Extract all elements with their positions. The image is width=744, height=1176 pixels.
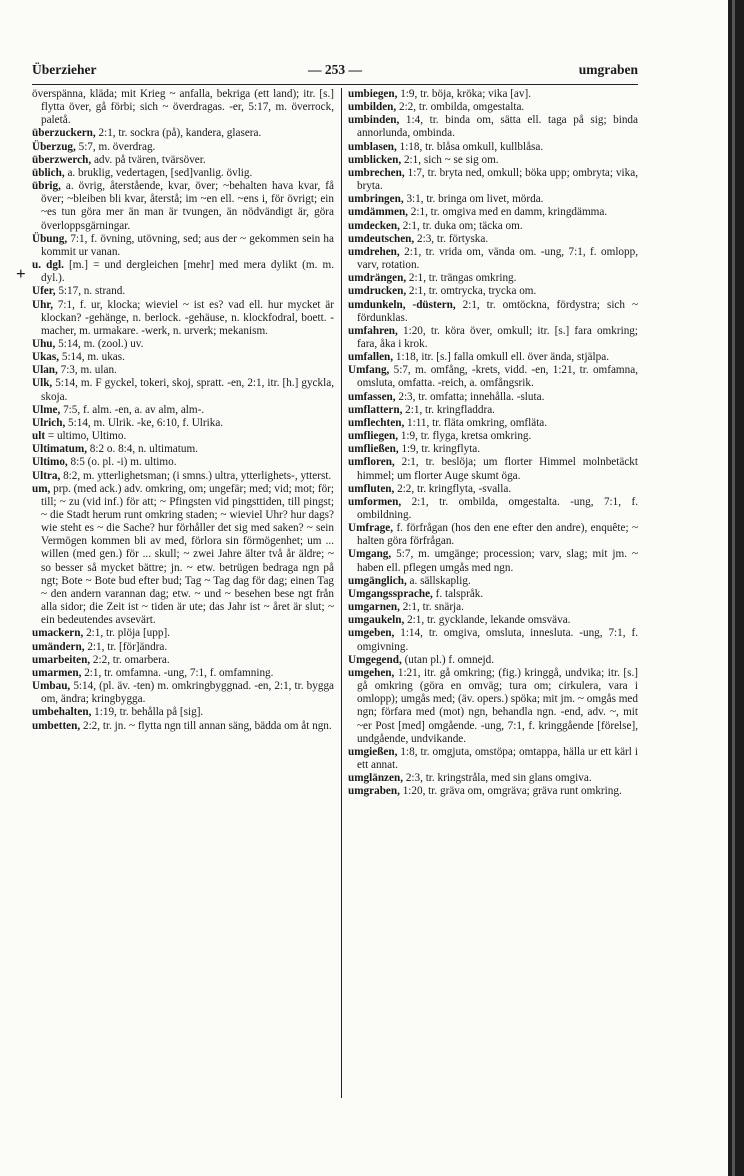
definition: 2:1, tr. plöja [upp]. <box>83 627 170 640</box>
dictionary-entry <box>32 720 334 733</box>
headword: umdämmen, <box>348 206 408 219</box>
dictionary-entry <box>348 522 638 548</box>
definition: 2:1, tr. kringfladdra. <box>402 403 495 416</box>
headword: umgaukeln, <box>348 614 405 627</box>
dictionary-entry <box>348 417 638 430</box>
headword: Übung, <box>32 232 68 245</box>
headword: umdunkeln, -düstern, <box>348 298 456 311</box>
dictionary-entry <box>32 127 334 140</box>
headword: umgießen, <box>348 745 398 758</box>
headword: umflattern, <box>348 403 403 416</box>
dictionary-entry <box>32 351 334 364</box>
definition: 5:17, n. strand. <box>55 285 126 298</box>
dictionary-entry <box>348 299 638 325</box>
dictionary-entry <box>348 285 638 298</box>
headword: umformen, <box>348 495 402 508</box>
headword: umflechten, <box>348 416 405 429</box>
definition: 1:11, tr. fläta omkring, omfläta. <box>404 416 548 429</box>
header-rule <box>32 84 638 85</box>
headword: umfassen, <box>348 390 396 403</box>
dictionary-entry <box>32 456 334 469</box>
headword: umarmen, <box>32 666 82 679</box>
headword: Ukas, <box>32 351 60 364</box>
definition: prp. (med ack.) adv. omkring, om; ungefär; med; vid; mot; för; till; ~ zu (vid inf.) för att; ~ Pfingsten vid pingsttiden, till pingst; ~ die Stadt herum runt omkring staden; ~ wieviel Uhr? hur dags? wie steht es ~ die Sache? hur förhåller det sig med saken? ~ sein Vermögen kommen bli av med, förlora sin förmögenhet; um ... willen (med gen.) för ... skull; ~ zwei Jahre älter två år äldre; ~ so besser så mycket bättre; jn. ~ etw. betrügen bedraga ngn på ngt; Bote ~ Bote bud efter bud; Tag ~ Tag dag för dag; einen Tag ~ den andern varannan dag; etw. ~ und ~ besehen bese ngt från alla sidor; die Zeit ist ~ tiden är ute; das Jahr ist ~ året är slut; ~ ein bedeutendes avsevärt. <box>41 482 334 627</box>
dictionary-entry <box>32 167 334 180</box>
dictionary-entry <box>348 614 638 627</box>
definition: 1:7, tr. bryta ned, omkull; böka upp; ombryta; vika, bryta. <box>357 166 638 193</box>
headword: umfloren, <box>348 456 395 469</box>
dictionary-entry <box>348 588 638 601</box>
dictionary-entry <box>348 496 638 522</box>
definition: 1:19, tr. behålla på [sig]. <box>91 706 204 719</box>
definition: 5:7, m. omfång, -krets, vidd. -en, 1:21, tr. omfamna, omsluta, omfatta. -reich, a. omfångsrik. <box>357 364 638 390</box>
headword: umdrucken, <box>348 285 407 298</box>
headword: Ultimatum, <box>32 443 87 456</box>
dictionary-entry <box>348 206 638 219</box>
definition: 2:1, sich ~ se sig om. <box>401 153 499 166</box>
right-column <box>348 88 638 1098</box>
headword: umfliegen, <box>348 430 399 443</box>
definition: 1:9, tr. böja, kröka; vika [av]. <box>397 88 532 100</box>
dictionary-entry <box>32 483 334 628</box>
definition: 1:4, tr. binda om, sätta ell. taga på sig; binda annorlunda, ombinda. <box>357 114 638 140</box>
left-column <box>32 88 334 1098</box>
definition: = ultimo, Ultimo. <box>45 430 127 443</box>
headword: ult <box>32 430 46 443</box>
headword: umgeben, <box>348 627 395 640</box>
definition: 2:1, tr. omtrycka, trycka om. <box>406 285 537 298</box>
definition: 2:2, tr. jn. ~ flytta ngn till annan säng, bädda om åt ngn. <box>80 719 332 732</box>
definition: 7:3, m. ulan. <box>57 364 117 377</box>
dictionary-entry <box>32 627 334 640</box>
dictionary-entry <box>32 141 334 154</box>
headword: umgraben, <box>348 785 400 798</box>
headword: Ultra, <box>32 469 61 482</box>
definition: 1:20, tr. köra över, omkull; itr. [s.] fara omkring; fara, åka i krok. <box>357 324 638 350</box>
definition: 5:14, m. Ulrik. -ke, 6:10, f. Ulrika. <box>65 416 224 429</box>
dictionary-entry <box>348 627 638 653</box>
headword: u. dgl. <box>32 259 64 272</box>
headword: umfluten, <box>348 482 395 495</box>
definition: 7:1, f. ur, klocka; wieviel ~ ist es? vad ell. hur mycket är klockan? -gehänge, n. berlock. -gehäuse, n. klockfodral, boett. -macher, m. urmakare. -werk, n. urverk; mekanism. <box>41 298 334 337</box>
dictionary-entry <box>348 167 638 193</box>
headword: umgarnen, <box>348 601 400 614</box>
headword: umändern, <box>32 640 85 653</box>
definition: 2:2, tr. kringflyta, -svalla. <box>394 482 512 495</box>
dictionary-entry <box>348 391 638 404</box>
definition: 2:2, tr. omarbera. <box>90 653 170 666</box>
dictionary-entry <box>348 246 638 272</box>
headword: Uhu, <box>32 337 56 350</box>
dictionary-entry <box>348 364 638 390</box>
headword: Überzug, <box>32 140 76 153</box>
definition: 1:21, itr. gå omkring; (fig.) kringgå, undvika; itr. [s.] gå omkring (göra en omväg; tura om; cirkulera, vara i omlopp); umgås med; (äv. opers.) spöka; mit jm. ~ omgås med ngn; förfara med (mot) ngn, behandla ngn. -end, adv. ~, mit ~er Post [med] omgående. -ung, 7:1, f. kringgående [förelse], undgående, undvikande. <box>357 666 638 745</box>
headword: überzuckern, <box>32 127 96 140</box>
dictionary-entry <box>32 259 334 285</box>
dictionary-entry <box>348 325 638 351</box>
dictionary-entry <box>32 88 334 127</box>
headword: umbiegen, <box>348 88 398 100</box>
headword: überzwerch, <box>32 153 92 166</box>
definition: 7:5, f. alm. -en, a. av alm, alm-. <box>60 403 205 416</box>
dictionary-entry <box>32 299 334 338</box>
definition: f. talspråk. <box>432 587 484 600</box>
definition: 2:1, tr. vrida om, vända om. -ung, 7:1, f. omlopp, varv, rotation. <box>357 245 638 272</box>
definition: 1:9, tr. flyga, kretsa omkring. <box>398 430 532 443</box>
headword: Uhr, <box>32 298 54 311</box>
dictionary-entry <box>32 417 334 430</box>
headword: umackern, <box>32 627 84 640</box>
definition: 3:1, tr. bringa om livet, mörda. <box>403 193 544 206</box>
definition: 5:14, m. (zool.) uv. <box>55 337 144 350</box>
headword: umdrängen, <box>348 272 407 285</box>
headword: umdecken, <box>348 219 400 232</box>
dictionary-entry <box>348 220 638 233</box>
book-edge <box>728 0 744 1176</box>
headword: Umgangssprache, <box>348 587 433 600</box>
dictionary-entry <box>348 483 638 496</box>
dictionary-entry <box>348 785 638 798</box>
definition: 2:1, tr. trängas omkring. <box>406 272 517 285</box>
headword: Ulan, <box>32 364 58 377</box>
dictionary-entry <box>348 772 638 785</box>
headword: Ulrich, <box>32 416 66 429</box>
dictionary-entry <box>348 746 638 772</box>
headword: umgehen, <box>348 666 395 679</box>
headword: umfallen, <box>348 351 394 364</box>
dictionary-entry <box>348 601 638 614</box>
dictionary-entry <box>348 154 638 167</box>
dictionary-entry <box>32 470 334 483</box>
definition: 5:14, m. F gyckel, tokeri, skoj, spratt. -en, 2:1, itr. [h.] gyckla, skoja. <box>41 377 334 403</box>
definition: adv. på tvären, tvärsöver. <box>91 153 206 166</box>
definition: f. förfrågan (hos den ene efter den andre), enquête; ~ halten göra förfrågan. <box>357 522 638 548</box>
dictionary-entry <box>348 114 638 140</box>
definition: 5:7, m. umgänge; procession; varv, slag; mit jm. ~ haben ell. pflegen umgås med ngn. <box>357 548 638 574</box>
definition: 7:1, f. övning, utövning, sed; aus der ~ gekommen sein ha kommit ur vanan. <box>41 232 334 258</box>
header-first-word: Überzieher <box>32 62 97 77</box>
definition: 2:2, tr. ombilda, omgestalta. <box>396 101 525 114</box>
headword: Ultimo, <box>32 456 68 469</box>
definition: 2:3, tr. kringstråla, med sin glans omgiva. <box>403 772 592 785</box>
definition: a. bruklig, vedertagen, [sed]vanlig. övlig. <box>64 166 253 179</box>
headword: umarbeiten, <box>32 653 91 666</box>
dictionary-entry <box>348 272 638 285</box>
dictionary-entry <box>348 667 638 746</box>
headword: umfließen, <box>348 443 399 456</box>
dictionary-entry <box>348 430 638 443</box>
dictionary-entry <box>32 364 334 377</box>
dictionary-entry <box>348 575 638 588</box>
dictionary-entry <box>32 338 334 351</box>
headword: umdrehen, <box>348 245 400 258</box>
headword: umgänglich, <box>348 574 407 587</box>
headword: umfahren, <box>348 324 398 337</box>
dictionary-entry <box>348 654 638 667</box>
dictionary-entry <box>32 233 334 259</box>
headword: Umbau, <box>32 680 71 693</box>
dictionary-entry <box>32 667 334 680</box>
dictionary-entry <box>348 101 638 114</box>
definition: 1:9, tr. kringflyta. <box>398 443 481 456</box>
definition: 2:1, tr. ombilda, omgestalta. -ung, 7:1, f. ombildning. <box>357 495 638 521</box>
dictionary-entry <box>348 88 638 101</box>
definition: 5:7, m. överdrag. <box>75 140 156 153</box>
headword: üblich, <box>32 166 65 179</box>
definition: 2:1, tr. snärja. <box>399 601 464 614</box>
dictionary-entry <box>32 285 334 298</box>
headword: umglänzen, <box>348 772 404 785</box>
dictionary-entry <box>32 430 334 443</box>
headword: Umgang, <box>348 548 392 561</box>
dictionary-entry <box>348 456 638 482</box>
headword: umblicken, <box>348 153 402 166</box>
definition: överspänna, kläda; mit Krieg ~ anfalla, bekriga (ett land); itr. [s.] flytta över, gå förbi; sich ~ överdragas. -er, 5:17, m. överrock, paletå. <box>32 88 334 127</box>
definition: 2:3, tr. förtyska. <box>414 232 489 245</box>
definition: 8:5 (o. pl. -i) m. ultimo. <box>67 456 177 469</box>
header-last-word: umgraben <box>578 62 638 77</box>
margin-mark: + <box>16 264 26 283</box>
headword: umbehalten, <box>32 706 92 719</box>
headword: Ufer, <box>32 285 56 298</box>
definition: 1:18, itr. [s.] falla omkull ell. över ända, stjälpa. <box>393 351 609 364</box>
definition: 2:3, tr. omfatta; innehålla. -sluta. <box>395 390 545 403</box>
definition: a. sällskaplig. <box>406 574 471 587</box>
headword: umbrechen, <box>348 166 405 179</box>
dictionary-entry <box>32 443 334 456</box>
headword: umbetten, <box>32 719 81 732</box>
headword: umbinden, <box>348 114 400 127</box>
dictionary-entry <box>348 193 638 206</box>
headword: Umgegend, <box>348 653 402 666</box>
headword: Umfang, <box>348 364 390 377</box>
definition: 2:1, tr. omfamna. -ung, 7:1, f. omfamning. <box>81 666 274 679</box>
definition: 1:20, tr. gräva om, omgräva; gräva runt omkring. <box>399 785 622 798</box>
column-divider <box>341 88 342 1098</box>
dictionary-entry <box>32 377 334 403</box>
definition: 5:14, (pl. äv. -ten) m. omkringbyggnad. -en, 2:1, tr. bygga om, ändra; kringbygga. <box>41 680 334 706</box>
definition: 8:2 o. 8:4, n. ultimatum. <box>87 443 198 456</box>
definition: 2:1, tr. sockra (på), kandera, glasera. <box>95 127 262 140</box>
definition: 1:18, tr. blåsa omkull, kullblåsa. <box>396 140 544 153</box>
definition: a. övrig, återstående, kvar, över; ~behalten hava kvar, få över; ~bleiben bli kvar, återstå; im ~en ell. ~ens i, för övrigt; ein ~es tun göra mer än man är tvungen, än nödvändigt är, göra överloppsgärningar. <box>41 180 334 232</box>
dictionary-entry <box>32 641 334 654</box>
definition: 2:1, tr. omtöckna, fördystra; sich ~ fördunklas. <box>357 298 638 324</box>
page-number: — 253 — <box>308 62 362 77</box>
headword: umdeutschen, <box>348 232 415 245</box>
headword: übrig, <box>32 180 61 193</box>
dictionary-entry <box>348 548 638 574</box>
headword: Ulk, <box>32 377 53 390</box>
dictionary-entry <box>32 654 334 667</box>
dictionary-entry <box>348 141 638 154</box>
headword: um, <box>32 482 51 495</box>
headword: Umfrage, <box>348 522 394 535</box>
definition: 2:1, tr. duka om; täcka om. <box>399 219 523 232</box>
headword: umblasen, <box>348 140 397 153</box>
dictionary-entry <box>348 351 638 364</box>
dictionary-entry <box>348 404 638 417</box>
dictionary-entry <box>348 443 638 456</box>
definition: (utan pl.) f. omnejd. <box>401 653 495 666</box>
definition: [m.] = und dergleichen [mehr] med mera dylikt (m. m. dyl.). <box>41 259 334 285</box>
dictionary-entry <box>348 233 638 246</box>
definition: 2:1, tr. [för]ändra. <box>84 640 168 653</box>
definition: 2:1, tr. beslöja; um florter Himmel molnbetäckt himmel; um florter Auge skumt öga. <box>357 456 638 482</box>
definition: 8:2, m. ytterlighetsman; (i smns.) ultra, ytterlighets-, ytterst. <box>60 469 332 482</box>
headword: umbilden, <box>348 101 397 114</box>
headword: umbringen, <box>348 193 404 206</box>
definition: 1:8, tr. omgjuta, omstöpa; omtappa, hälla ur ett kärl i ett annat. <box>357 745 638 771</box>
dictionary-entry <box>32 154 334 167</box>
definition: 1:14, tr. omgiva, omsluta, innesluta. -ung, 7:1, f. omgivning. <box>357 627 638 653</box>
dictionary-entry <box>32 680 334 706</box>
dictionary-entry <box>32 180 334 233</box>
headword: Ulme, <box>32 403 61 416</box>
dictionary-entry <box>32 404 334 417</box>
definition: 2:1, tr. gycklande, lekande omsväva. <box>404 614 571 627</box>
running-header <box>32 62 638 84</box>
definition: 2:1, tr. omgiva med en damm, kringdämma. <box>407 206 608 219</box>
dictionary-entry <box>32 706 334 719</box>
definition: 5:14, m. ukas. <box>59 351 125 364</box>
